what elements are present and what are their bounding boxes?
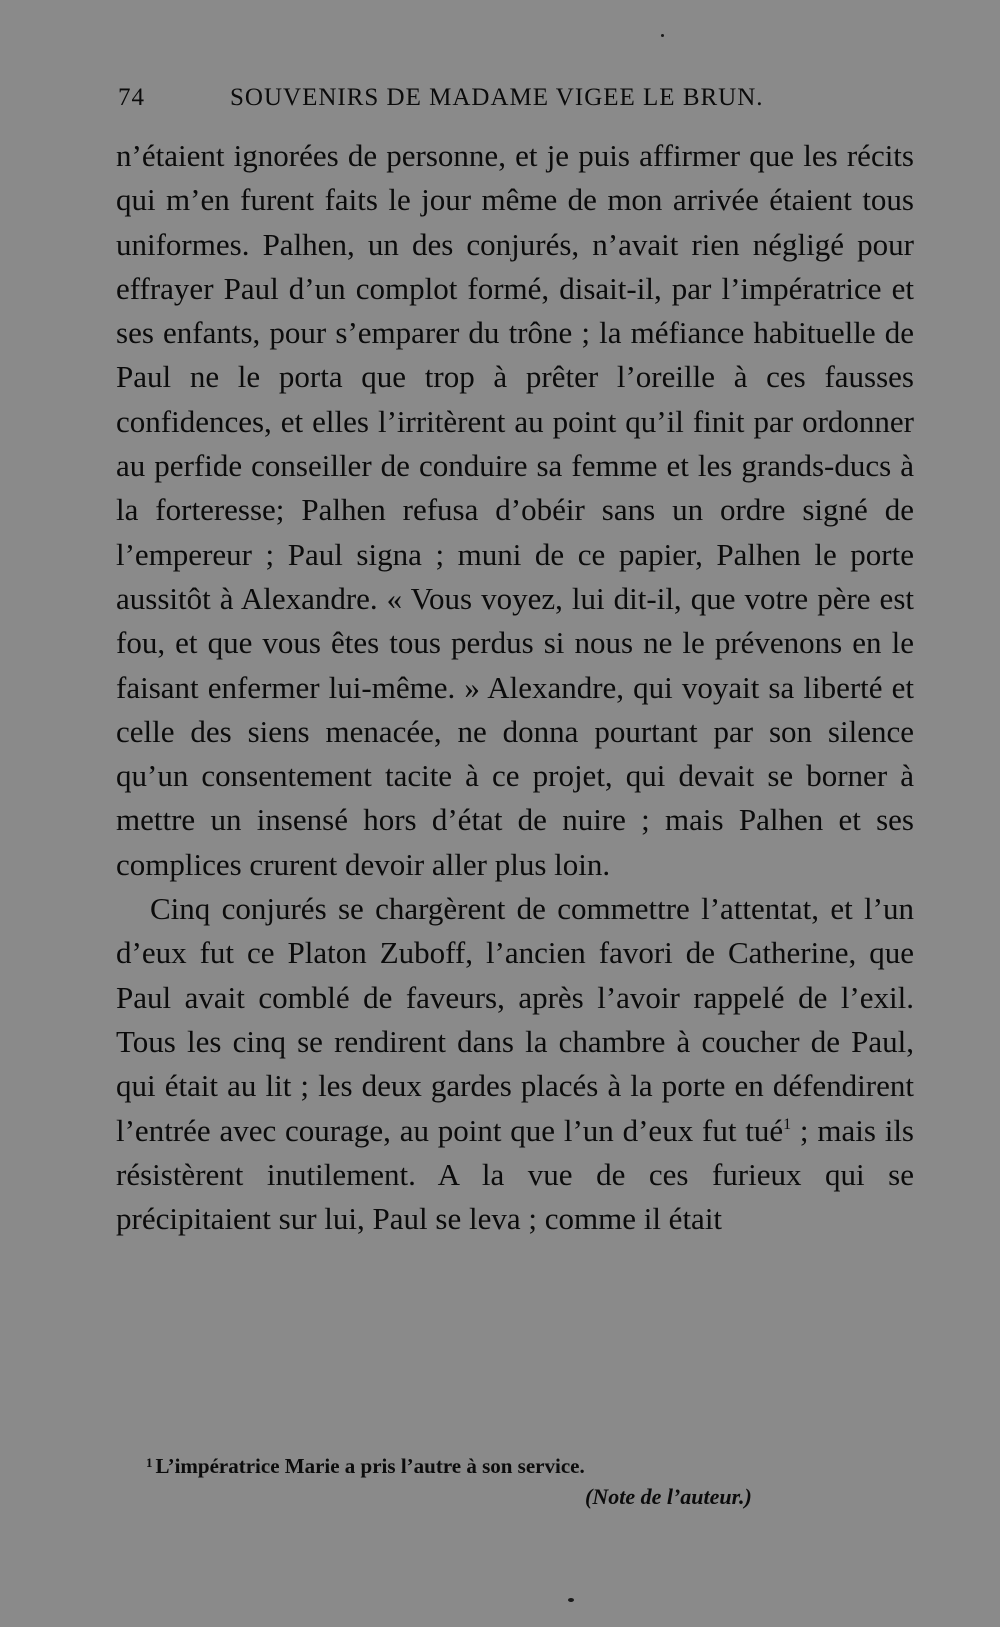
footnote-reference: 1 — [783, 1115, 792, 1133]
page-header — [118, 84, 808, 120]
paragraph-1: n’étaient ignorées de personne, et je puis affirmer que les récits qui m’en furent faits le jour même de mon arrivée étaient tous uniformes. Palhen, un des conjurés, n’avait rien négligé pour effrayer Paul d’un complot formé, disait-il, par l’impératrice et ses enfants, pour s’emparer du trône ; la méfiance habituelle de Paul ne le porta que trop à prêter l’oreille à ces fausses confidences, et elles l’irritèrent au point qu’il finit par ordonner au perfide conseiller de conduire sa femme et les grands-ducs à la forteresse; Palhen refusa d’obéir sans un ordre signé de l’empereur ; Paul signa ; muni de ce papier, Palhen le porte aussitôt à Alexandre. « Vous voyez, lui dit-il, que votre père est fou, et que vous êtes tous perdus si nous ne le prévenons en le faisant enfermer lui-même. » Alexandre, qui voyait sa liberté et celle des siens menacée, ne donna pourtant par son silence qu’un consentement tacite à ce projet, qui devait se borner à mettre un insensé hors d’état de nuire ; mais Palhen et ses complices crurent devoir aller plus loin. — [116, 138, 914, 882]
paragraph-2-text-end: ; mais ils résistèrent inutilement. A la vue de ces furieux qui se précipitaient sur lui, Paul se leva ; comme il était — [116, 1112, 914, 1237]
running-title: SOUVENIRS DE MADAME VIGEE LE BRUN. — [230, 84, 764, 111]
print-speck — [568, 1598, 574, 1602]
body-text — [116, 134, 914, 1241]
paragraph-2 — [116, 887, 914, 1241]
footnote-attribution: (Note de l’auteur.) — [585, 1484, 752, 1509]
paragraph-2-text-start: Cinq conjurés se chargèrent de commettre l’attentat, et l’un d’eux fut ce Platon Zuboff, l’ancien favori de Catherine, que Paul avait comblé de faveurs, après l’avoir rappelé de l’exil. Tous les cinq se rendirent dans la chambre à coucher de Paul, qui était au lit ; les deux gardes placés à la porte en défendirent l’entrée avec courage, au point que l’un d’eux fut tué — [116, 891, 914, 1148]
footnote-mark: 1 — [146, 1455, 153, 1470]
footnote — [146, 1451, 846, 1481]
page-number: 74 — [118, 84, 145, 111]
footnote-text: L’impératrice Marie a pris l’autre à son service. — [155, 1454, 585, 1478]
print-speck — [661, 34, 664, 37]
